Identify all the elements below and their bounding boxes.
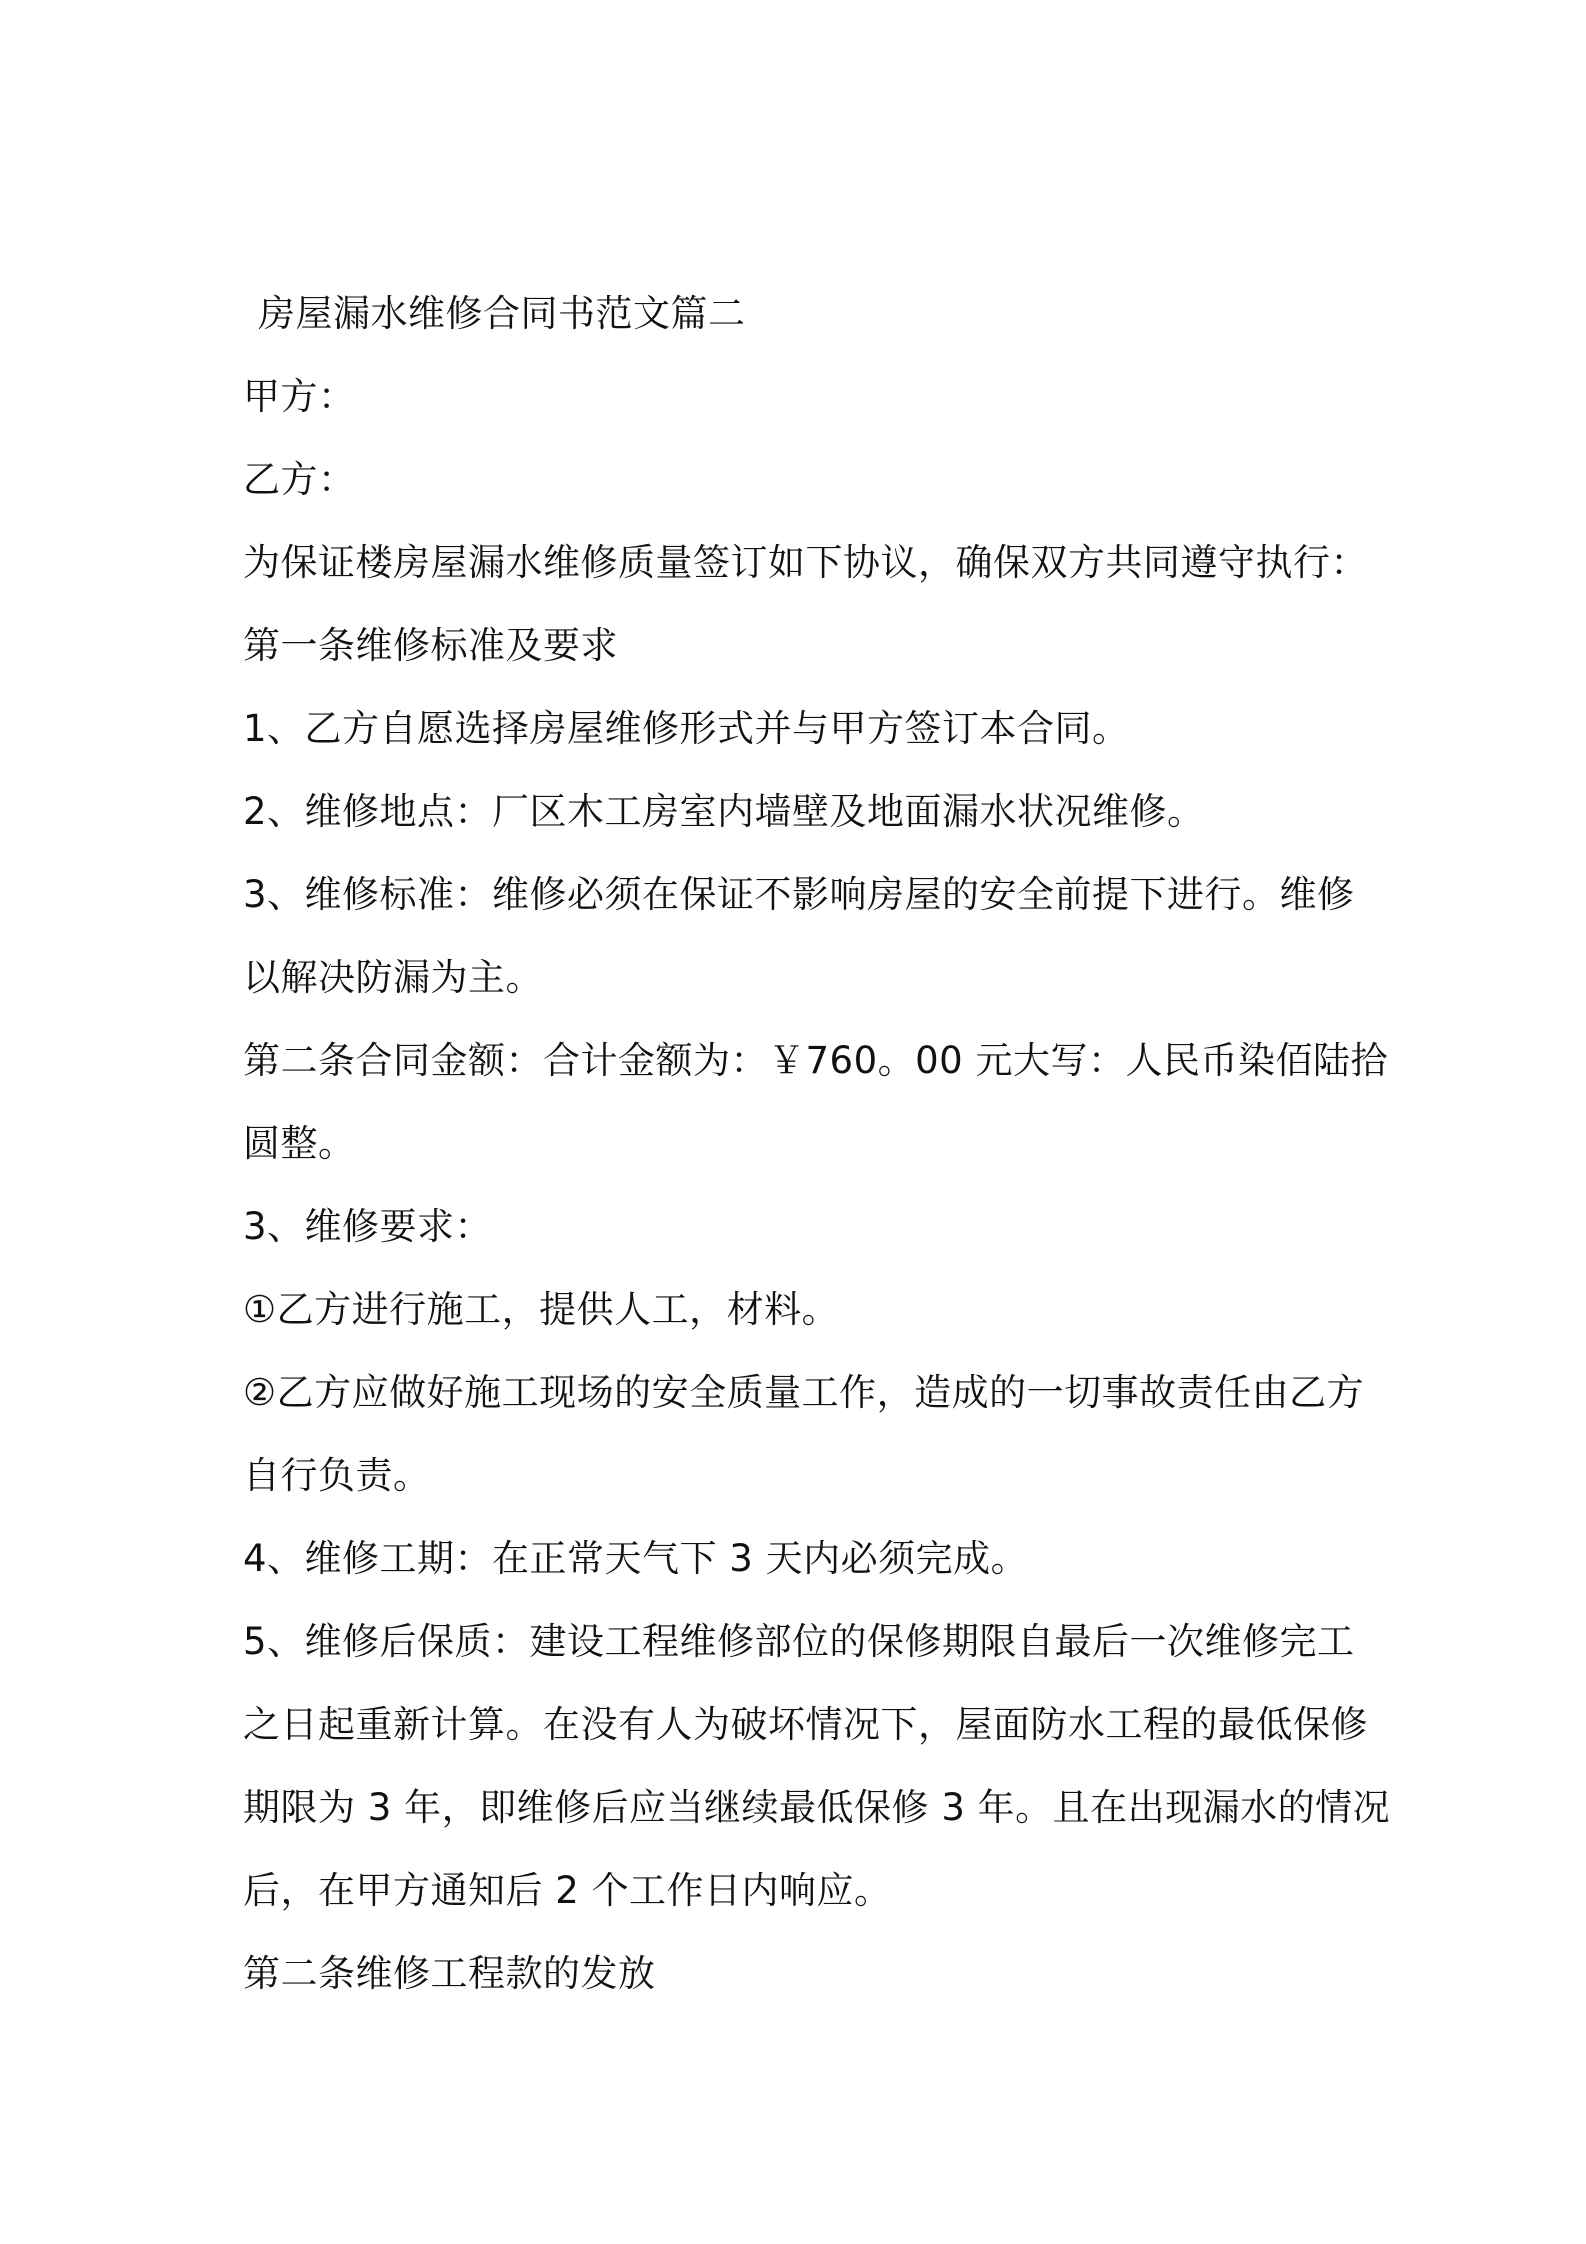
article-one-heading: 第一条维修标准及要求: [243, 624, 618, 667]
document-title: 房屋漏水维修合同书范文篇二: [258, 292, 746, 335]
clause-5-line-1: 5、维修后保质：建设工程维修部位的保修期限自最后一次维修完工: [243, 1620, 1355, 1663]
clause-4: 4、维修工期：在正常天气下 3 天内必须完成。: [243, 1537, 1029, 1580]
payment-heading: 第二条维修工程款的发放: [243, 1952, 656, 1995]
clause-3-line-1: 3、维修标准：维修必须在保证不影响房屋的安全前提下进行。维修: [243, 873, 1355, 916]
agreement-intro: 为保证楼房屋漏水维修质量签订如下协议，确保双方共同遵守执行：: [243, 541, 1368, 584]
clause-5-line-2: 之日起重新计算。在没有人为破坏情况下，屋面防水工程的最低保修: [243, 1703, 1368, 1746]
clause-2: 2、维修地点：厂区木工房室内墙壁及地面漏水状况维修。: [243, 790, 1205, 833]
clause-3-line-2: 以解决防漏为主。: [243, 956, 543, 999]
party-b-line: 乙方：: [243, 458, 356, 501]
clause-5-line-4: 后，在甲方通知后 2 个工作日内响应。: [243, 1869, 892, 1912]
clause-5-line-3: 期限为 3 年，即维修后应当继续最低保修 3 年。且在出现漏水的情况: [243, 1786, 1391, 1829]
party-a-line: 甲方：: [243, 375, 356, 418]
requirement-2-line-1: ②乙方应做好施工现场的安全质量工作，造成的一切事故责任由乙方: [243, 1371, 1365, 1414]
contract-amount-line-2: 圆整。: [243, 1122, 356, 1165]
clause-1: 1、乙方自愿选择房屋维修形式并与甲方签订本合同。: [243, 707, 1130, 750]
requirement-2-line-2: 自行负责。: [243, 1454, 431, 1497]
requirements-heading: 3、维修要求：: [243, 1205, 493, 1248]
requirement-1: ①乙方进行施工，提供人工，材料。: [243, 1288, 840, 1331]
contract-amount-line-1: 第二条合同金额：合计金额为：￥760。00 元大写：人民币染佰陆拾: [243, 1039, 1388, 1082]
